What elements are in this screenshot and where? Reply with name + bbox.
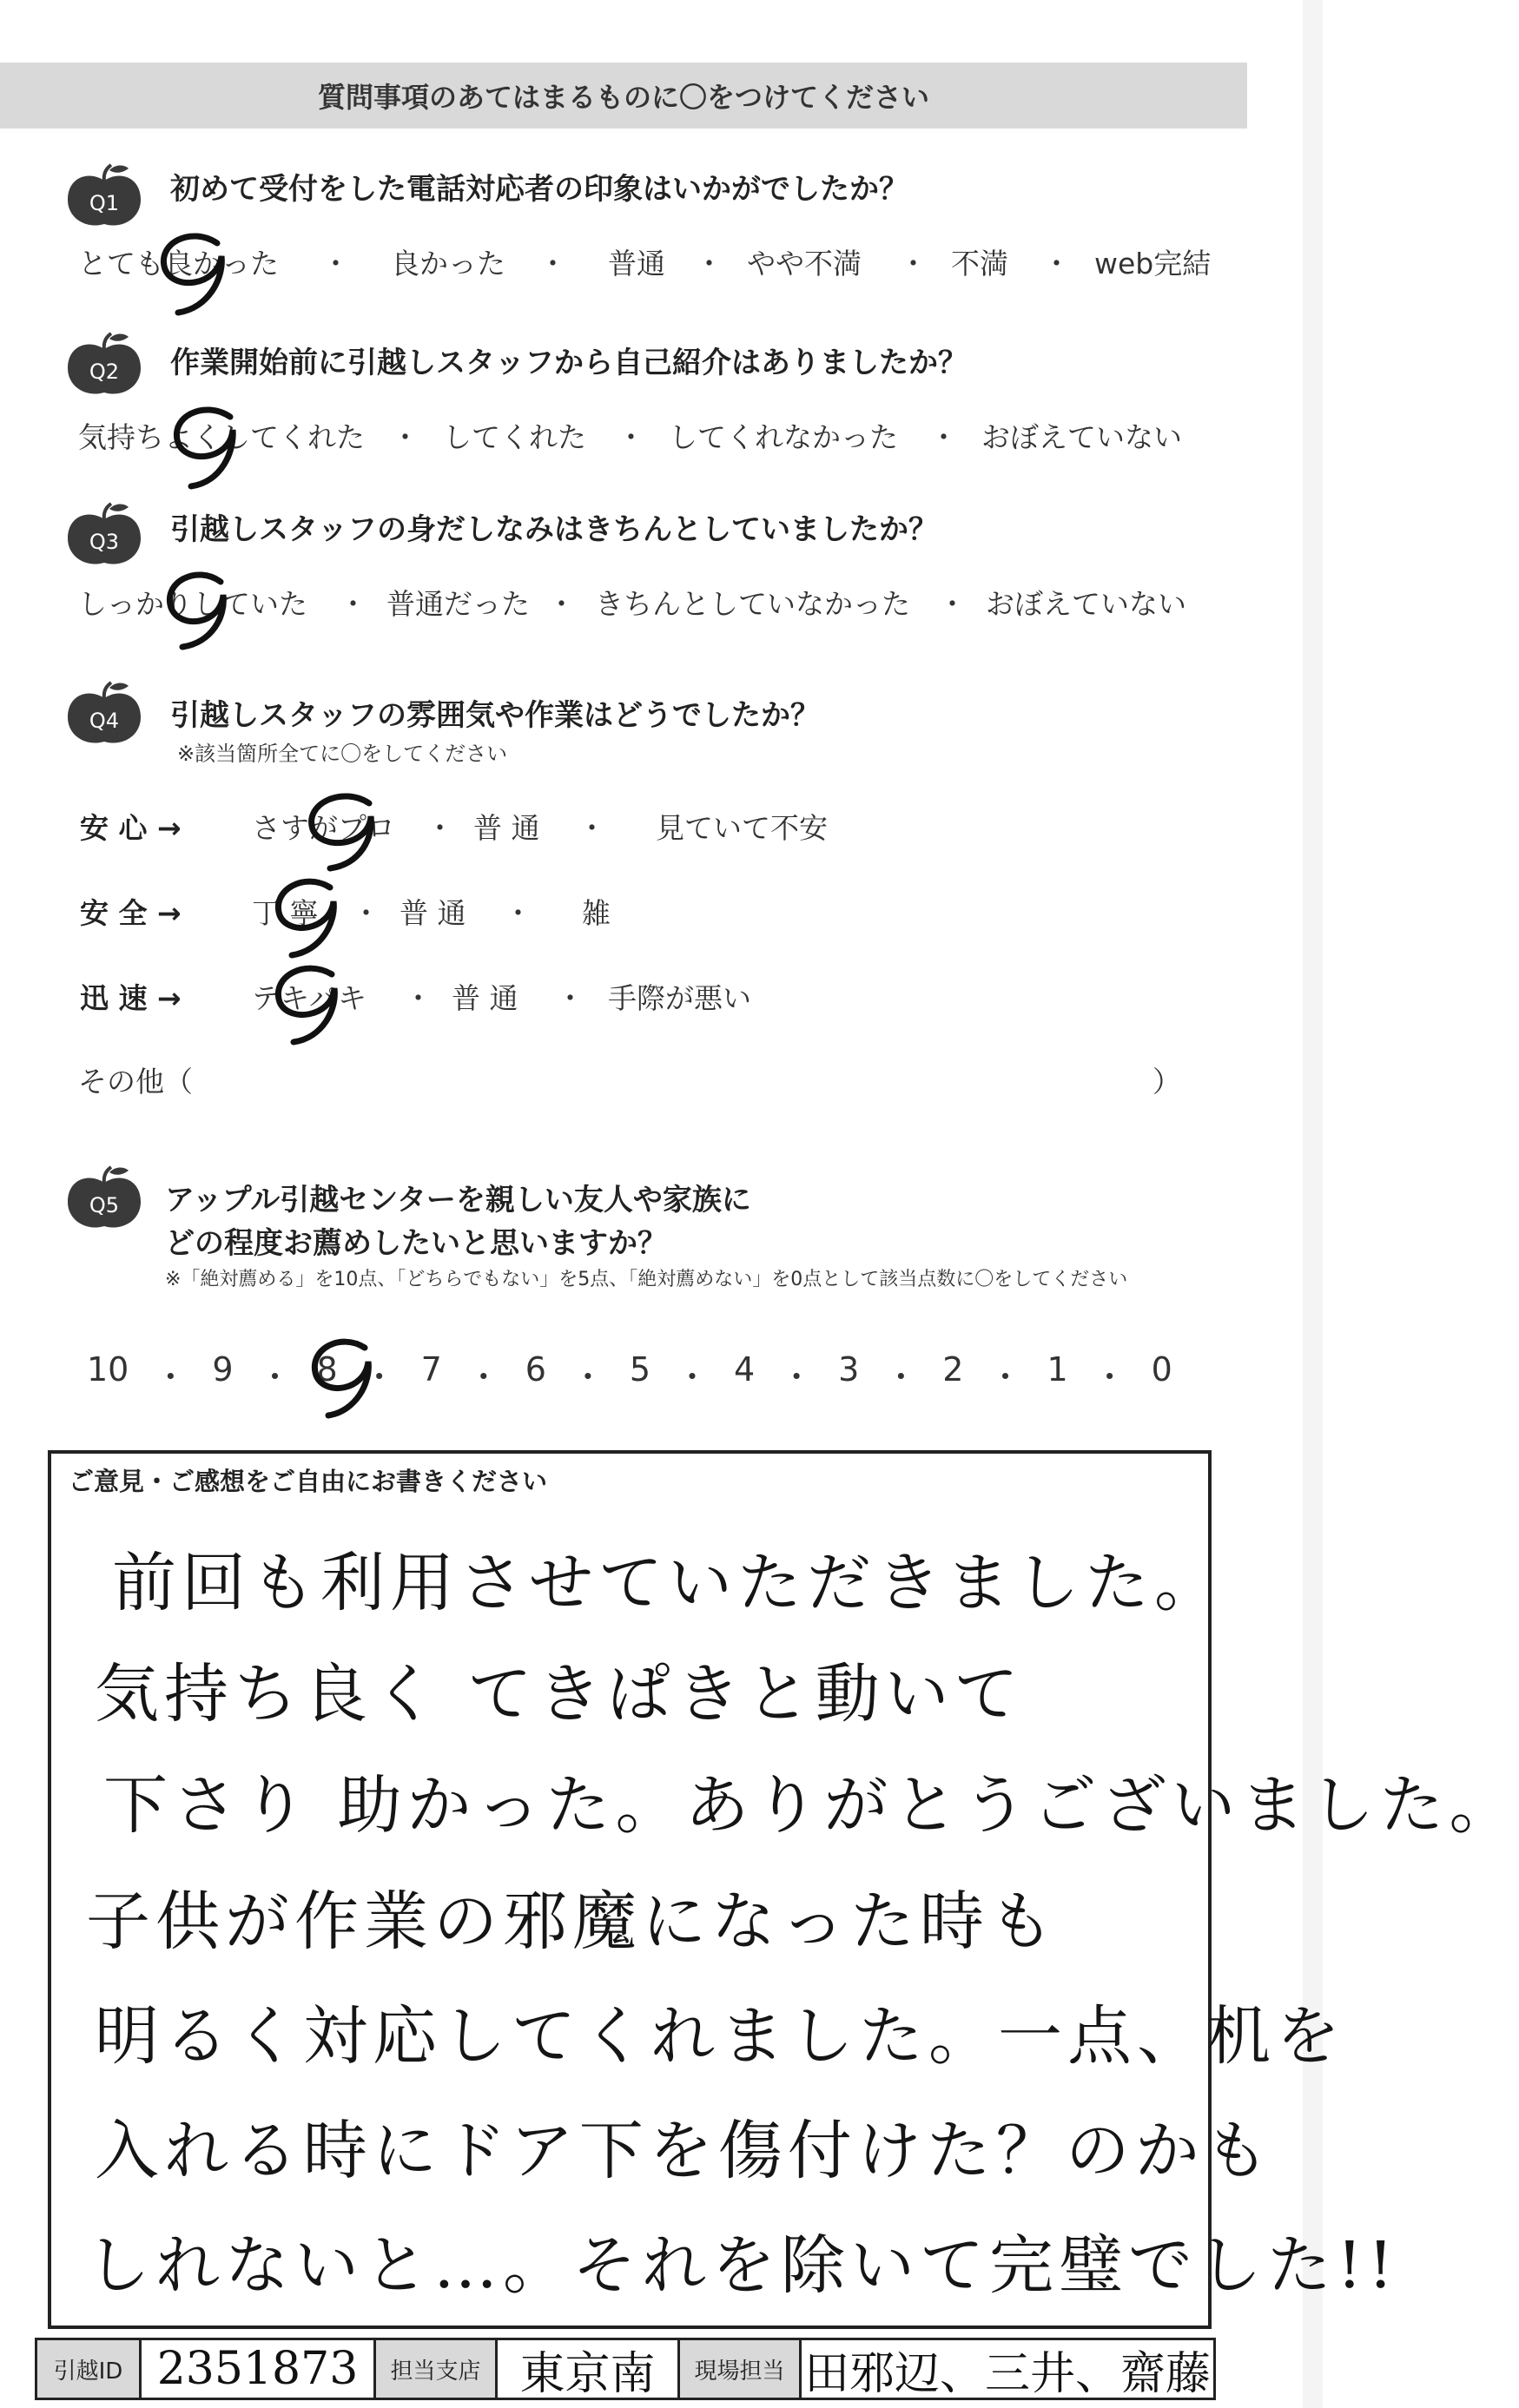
separator-dot: ・	[426, 811, 454, 845]
q4-option-normal[interactable]: 普 通	[400, 896, 466, 930]
separator-dot: ・	[547, 587, 576, 621]
separator-dot: ・	[258, 1358, 292, 1396]
q5-note: ※「絶対薦める」を10点、「どちらでもない」を5点、「絶対薦めない」を0点として該当点数に〇をしてください	[165, 1269, 1128, 1290]
footer-table	[35, 2338, 1216, 2400]
separator-dot: ・	[676, 1358, 710, 1396]
q1-option-very-good[interactable]: とても良かった	[78, 247, 279, 280]
q4-option-clumsy[interactable]: 手際が悪い	[608, 981, 751, 1015]
separator-dot: ・	[362, 1358, 396, 1396]
q2-title: 作業開始前に引越しスタッフから自己紹介はありましたか？	[170, 346, 968, 380]
separator-dot: ・	[1093, 1358, 1126, 1396]
separator-dot: ・	[466, 1358, 500, 1396]
q5-badge: Q5	[63, 1164, 146, 1233]
separator-dot: ・	[578, 811, 606, 845]
q2-handwritten-circle	[156, 395, 252, 491]
q1-badge: Q1	[63, 162, 146, 231]
q1-option-web[interactable]: web完結	[1094, 247, 1212, 280]
staff-value: 田邪辺、三井、齋藤	[803, 2347, 1211, 2400]
q4-option-efficient[interactable]: テキパキ	[252, 981, 367, 1015]
q4-option-normal[interactable]: 普 通	[473, 811, 540, 845]
survey-header: 質問事項のあてはまるものに〇をつけてください	[0, 63, 1247, 129]
q4-speed-circle	[261, 955, 356, 1051]
q4-option-anxious[interactable]: 見ていて不安	[656, 811, 828, 845]
move-id-label: 引越ID	[37, 2340, 142, 2398]
q4-badge: Q4	[63, 679, 146, 749]
q1-option-dissatisfied[interactable]: 不満	[951, 247, 1008, 280]
q1-options	[78, 241, 1251, 282]
q4-row-label-safety: 安 全 →	[80, 896, 182, 930]
q1-option-good[interactable]: 良かった	[391, 247, 505, 280]
q4-option-careful[interactable]: 丁 寧	[252, 896, 319, 930]
comment-line-5: 明るく対応してくれました。一点、机を	[95, 1999, 1345, 2074]
q1-option-normal[interactable]: 普通	[608, 247, 665, 280]
q2-option-pleasant[interactable]: 気持ちよくしてくれた	[78, 420, 365, 454]
separator-dot: ・	[321, 247, 350, 280]
separator-dot: ・	[391, 420, 419, 454]
staff-label: 現場担当	[680, 2340, 802, 2398]
q1-option-slightly-dissatisfied[interactable]: やや不満	[747, 247, 862, 280]
q5-title-line1: アップル引越センターを親しい友人や家族に	[165, 1183, 751, 1217]
q5-handwritten-circle	[295, 1329, 391, 1424]
q2-badge: Q2	[63, 330, 146, 399]
q4-note: ※該当箇所全てに〇をしてください	[177, 742, 508, 766]
separator-dot: ・	[154, 1358, 188, 1396]
score-1[interactable]: 1	[1047, 1350, 1068, 1389]
separator-dot: ・	[352, 896, 380, 930]
q4-row-label-reassurance: 安 心 →	[80, 811, 182, 845]
q4-reassurance-circle	[291, 782, 395, 877]
comment-line-3: 下さり 助かった。ありがとうございました。	[103, 1768, 1519, 1843]
q3-badge: Q3	[63, 500, 146, 570]
q4-row-label-speed: 迅 速 →	[80, 981, 182, 1015]
score-6[interactable]: 6	[525, 1350, 546, 1389]
score-8[interactable]: 8	[316, 1350, 338, 1389]
q1-handwritten-circle	[148, 226, 243, 321]
separator-dot: ・	[504, 896, 532, 930]
separator-dot: ・	[404, 981, 433, 1015]
q4-option-rough[interactable]: 雑	[582, 896, 611, 930]
separator-dot: ・	[938, 587, 967, 621]
score-7[interactable]: 7	[420, 1350, 442, 1389]
q3-option-dont-remember[interactable]: おぼえていない	[986, 587, 1186, 621]
q4-other-row	[78, 1059, 1181, 1100]
q3-option-not-neat[interactable]: きちんとしていなかった	[595, 587, 910, 621]
branch-label: 担当支店	[376, 2340, 498, 2398]
q3-option-neat[interactable]: しっかりしていた	[78, 587, 307, 621]
comment-line-2: 気持ち良く てきぱきと動いて	[95, 1657, 1024, 1732]
q5-score-scale	[87, 1350, 1172, 1398]
q3-handwritten-circle	[149, 560, 245, 656]
q4-safety-circle	[261, 868, 356, 964]
q4-other-label: その他（	[78, 1065, 193, 1098]
q3-option-normal[interactable]: 普通だった	[386, 587, 530, 621]
score-0[interactable]: 0	[1151, 1350, 1172, 1389]
comment-line-7: しれないと…。それを除いて完璧でした!!	[86, 2228, 1399, 2303]
move-id-value: 2351873	[142, 2340, 376, 2398]
separator-dot: ・	[780, 1358, 814, 1396]
q2-option-dont-remember[interactable]: おぼえていない	[981, 420, 1182, 454]
separator-dot: ・	[571, 1358, 604, 1396]
comment-line-6: 入れる時にドア下を傷付けた？のかも	[95, 2114, 1274, 2188]
q4-other-close: ）	[1152, 1065, 1181, 1098]
separator-dot: ・	[695, 247, 723, 280]
branch-value: 東京南	[498, 2340, 680, 2398]
separator-dot: ・	[617, 420, 645, 454]
separator-dot: ・	[988, 1358, 1022, 1396]
score-2[interactable]: 2	[942, 1350, 964, 1389]
separator-dot: ・	[929, 420, 958, 454]
separator-dot: ・	[556, 981, 584, 1015]
q2-option-did[interactable]: してくれた	[443, 420, 586, 454]
comment-line-1: 前回も利用させていただきました。	[112, 1546, 1224, 1620]
q5-title-line2: どの程度お薦めしたいと思いますか？	[165, 1226, 667, 1261]
q2-option-did-not[interactable]: してくれなかった	[669, 420, 898, 454]
q4-title: 引越しスタッフの雰囲気や作業はどうでしたか？	[170, 698, 820, 733]
comment-box[interactable]	[48, 1450, 1519, 2329]
separator-dot: ・	[884, 1358, 918, 1396]
q1-title: 初めて受付をした電話対応者の印象はいかがでしたか？	[170, 172, 908, 207]
score-9[interactable]: 9	[212, 1350, 234, 1389]
separator-dot: ・	[538, 247, 567, 280]
comment-label: ご意見・ご感想をご自由にお書きください	[69, 1467, 548, 1496]
separator-dot: ・	[1042, 247, 1071, 280]
q4-option-professional[interactable]: さすがプロ	[252, 811, 395, 845]
score-3[interactable]: 3	[838, 1350, 860, 1389]
score-4[interactable]: 4	[734, 1350, 756, 1389]
comment-line-4: 子供が作業の邪魔になった時も	[86, 1884, 1059, 1959]
score-5[interactable]: 5	[629, 1350, 651, 1389]
separator-dot: ・	[339, 587, 367, 621]
q4-option-normal[interactable]: 普 通	[452, 981, 518, 1015]
separator-dot: ・	[899, 247, 928, 280]
q3-title: 引越しスタッフの身だしなみはきちんとしていましたか？	[170, 512, 938, 547]
score-10[interactable]: 10	[87, 1350, 129, 1389]
